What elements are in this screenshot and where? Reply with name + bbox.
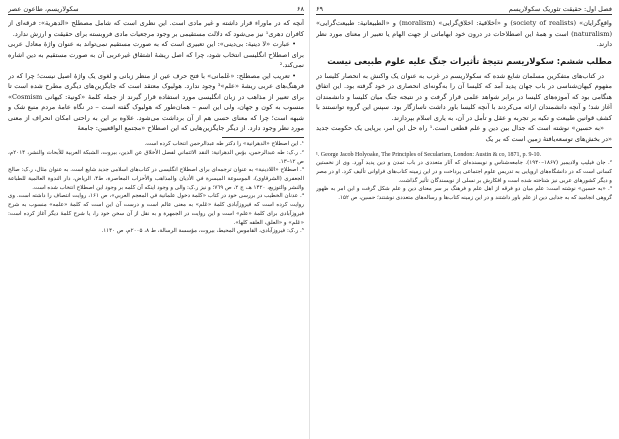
left-footnote-5: ⁵. ر.ک: فیروزآبادی، القاموس المحیط، بیروت، مؤسسة الرسالة، ط ٨، ٢٠٠۵م، ص ١١۴٠. [101,228,304,235]
left-footnote-1: ¹. این اصطلاح «الدهرانیة» را دکتر طه عبدالرحمن انتخاب کرده است. [144,141,304,148]
right-page-number: ۶۹ [316,4,324,13]
left-bullet-2: • تعریب این مصطلح: «عَلمانی» با فتح حرف عین از منظر زبانی و لغوی یک واژهٔ اصیل نیست؛ چرا که در فرهنگ‌های عربی ریشهٔ «علم»³ وجود ندارد. هولیوک معتقد است که جایگزین‌های دیگری مطرح شده است تا برای تعبیر از مذاهب در زبان انگلیسی مورد استفاده قرار گیرند از جمله کلمهٔ «کونیة: کیهانی Cosmism» منسوب به کون و جهان، ولی این اسم – همان‌طور که هولیوک گفته است – در نگاه عامهٔ مردم منبع شک و شبهه است؛ چرا که معنای حسی هم از آن برداشت می‌شود. علاوه بر این به راحتی امکان انحراف از معنی مورد نظر وجود دارد. از دیگر جایگزین‌هایی که این اصطلاح «مجتمع الواقعیین: جامعهٔ [8,71,304,132]
right-paragraph-1: واقع‌گرایان» (society of realists) و «اَخلاقیة: اخلاق‌گرایی» (moralism) و «الطبیعانیة: طبیعت‌گرایی» (naturalism) است و همهٔ این اصطلاحات در درون خود ابهاماتی از جهت الهام یا تعبیر از معنای مورد نظر دارند. [316,19,612,48]
left-footnote-2: ². ر.ک: طه عبدالرحمن، بؤس الدهرانیة: النقد الائتماني لفصل الأخلاق عن الدين، بيروت، الشبكة العربية للأبحاث والنشر، ٢٠١۴م، ص ١٢–١٣. [8,149,304,165]
left-footnote-3: ³. اصطلاح «اللادینیة» به عنوان ترجمه‌ای برای اصطلاح انگلیسی در کتاب‌های اسلامی جدید شایع است. به عنوان مثال، ر.ک: صالح الجعفری (الشرقاوی)، الموسوعة الميسرة في الأديان والمذاهب والأحزاب المعاصرة، ط۴، الرياض، دار الندوة العالمية للطباعة والنشر والتوزيع، ١۴٢٠ هـ، ج ٢، ص ٧٦٩؛ و نیز ر.ک: والی و وجود اینکه آن کلمه بر وجود این اصطلاح انتخاب شده است. [8,167,304,191]
left-bullet-1: • عبارت «لا دینیة: بی‌دینی»: این تعبیری است که به صورت مستقیم نمی‌تواند به عنوان واژهٔ معادل عربی برای اصطلاح انگلیسی انتخاب شود، چرا که اصل ریشهٔ اشتقاق غیرعربی آن به صورت مستقیم به دین اشاره نمی‌کند.² [8,40,304,69]
section-heading: مطلب ششم: سکولاریسم نتیجهٔ تأثیرات جنگ علیه علوم طبیعی نیست [327,55,612,66]
left-footnotes [8,140,304,236]
left-page-header [8,3,304,15]
right-paragraph-2: در کتاب‌های متفکرین مسلمان شایع شده که سکولاریسم در غرب به عنوان یک واکنش به انحصار کلیسا در مفهوم کیهان‌شناسی در باب جهان پدید آمد که کلیسا آن را به‌گونه‌ای انحصاری در خود گرفته بود. این اتفاق هنگامی بود که آموزه‌های کلیسا در برابر شواهد علمی قرار گرفت و در نتیجه جنگ میان کلیسا و دانشمندان آغاز شد؛ و آنچه دانشمندان ارائه می‌کردند با آنچه کلیسا باور داشت ناسازگار بود. سپس این گروه توانستند با کشف قوانین طبیعت و تکیه بر تجربه و عقل و تأمل در آن، به یاری اسلام بپردازند. [316,71,612,122]
right-footnote-rule [530,147,612,148]
right-footnote-3: ³. «به حسین» نوشته است: علم میان دو فرقه از اهل علم و فرهنگ بر سر معنای دین و علم شکل گرفت و این امر به ظهور گروهی انجامید که به جدایی دین از علم باور داشتند و در این زمینه کتاب‌ها و رساله‌های متعددی نوشتند؛ حسین، ص ۱۵۲. [316,186,612,201]
left-running-title: سکولاریسم، طاعون عصر [8,4,79,13]
left-paragraph-1: آنچه که در ماوراء قرار داشته و غیر مادی است. این نظری است که شامل مصطلح «الدهریة»: فرقه‌ای از کافران دهری¹ نیز می‌شود که دلالت مستقیمی بر وجود مرجعیات مادی فرو‌بسته برای حقیقت و ارزش ندارد. [8,19,304,38]
left-page-number: ۶۸ [296,4,304,13]
left-page [8,0,304,439]
left-footnote-rule [222,137,304,138]
right-footnote-2: ². جان فیلیپ ولادیمیر (۱۸۶۷–۱۹۴۰). جامعه‌شناس و نویسنده‌ای که آثار متعددی در باب تمدن و دین پدید آورد. وی از نخستین کسانی است که در دانشگاه‌های اروپایی به تدریس علوم اجتماعی پرداخت و در این زمینه کتاب‌های فراوانی تألیف کرد. او در مصر و دیگر کشورهای عربی نیز شناخته شده است و افکارش بر نسلی از نویسندگان تأثیر گذاشت. [316,160,612,184]
right-running-title: فصل اول: حقیقت تئوریک سکولاریسم [508,4,612,13]
book-gutter [309,0,310,439]
left-footnote-4: ⁴. عدنان الخطیب در بررسی خود در کتاب «کلمة دخول علمانية في المعجم العربي»، ص ١۶١، روایت انتصاف را داشته است. وی روایت کرده است که فیروزآبادی کلمهٔ «عَلم» به معنی عالم است و درست آن این است که کلمهٔ «علمه» منسوب به شرح فیروزآبادی برای کلمهٔ «علم» است و این روایت در الجمهرة و به نقل از آن سخن خود را، یا شرح کلمهٔ دیگر آغاز کرده است: «عَلم» و «العلق، العلقه کلها». [8,193,304,226]
right-page-body [316,18,612,144]
right-footnotes [316,151,612,203]
right-page [316,0,612,439]
left-page-body [8,18,304,134]
right-footnote-1: ¹. George Jacob Holyoake, The Principles of Secularism, London: Austin & co, 1871, p. 9-10. [316,151,542,158]
right-paragraph-3: «به حسین» نوشته است که جدال بین دین و علم قطعی است.¹ راه حل این امر، برپایی یک حکومت جدید «در بخش‌های توسعه‌یافتهٔ زمین است که بر یک [316,124,612,143]
right-page-header [316,3,612,15]
